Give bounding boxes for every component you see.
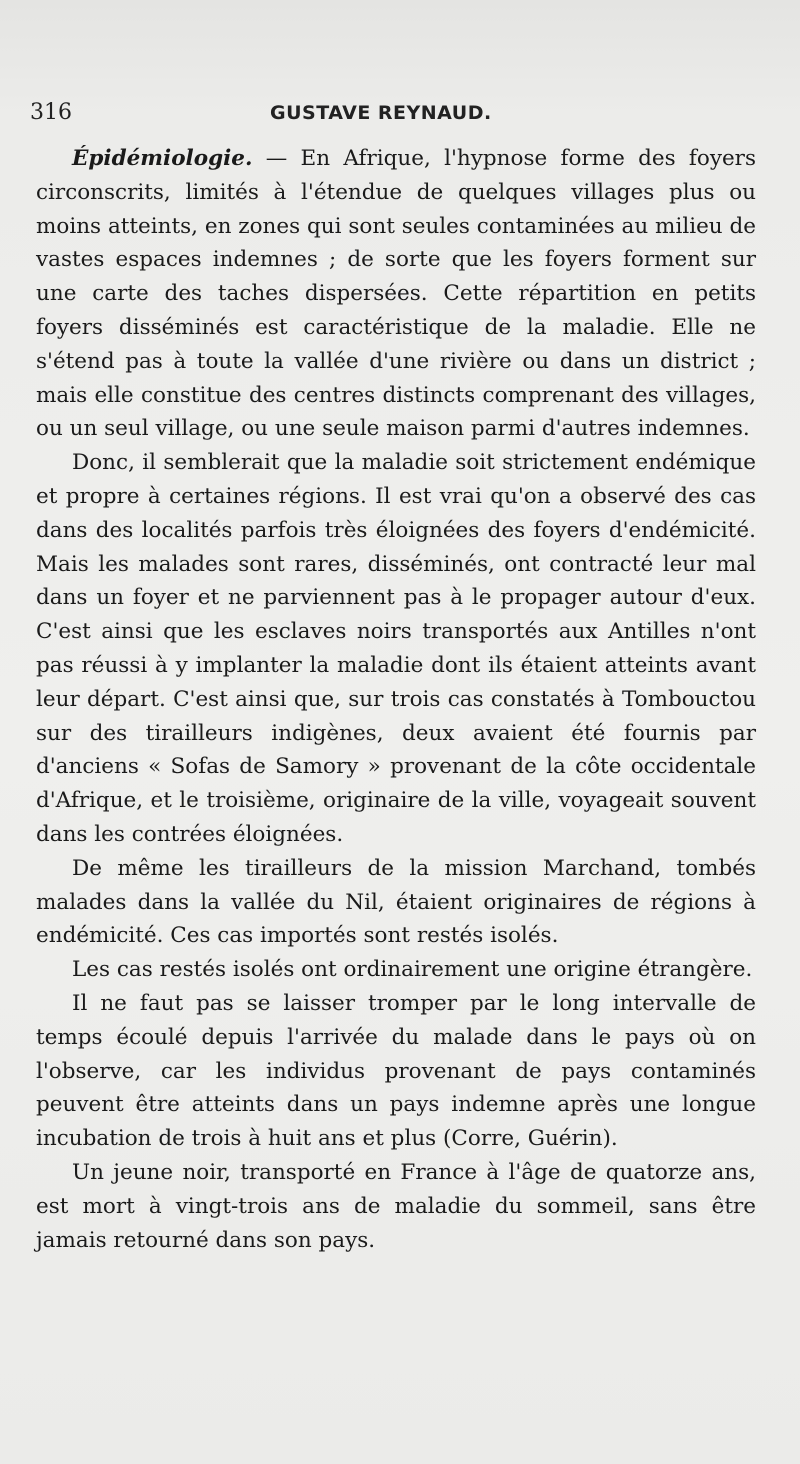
paragraph-epidemiologie (36, 142, 756, 446)
paragraph-text: De même les tirailleurs de la mission Marchand, tombés malades dans la vallée du Nil, étaient originaires de régions à endémicité. Ces cas importés sont restés isolés. (36, 855, 756, 949)
paragraph-text: Les cas restés isolés ont ordinairement une origine étrangère. (72, 957, 753, 983)
body-text (36, 142, 756, 1257)
paragraph-text: Un jeune noir, transporté en France à l'âge de quatorze ans, est mort à vingt-trois ans de maladie du sommeil, sans être jamais retourné dans son pays. (36, 1159, 756, 1253)
paragraph-incubation (36, 987, 756, 1156)
paragraph-cas-isoles (36, 953, 756, 987)
paragraph-text: Il ne faut pas se laisser tromper par le long intervalle de temps écoulé depuis l'arrivée du malade dans le pays où on l'observe, car les individus provenant de pays contaminés peuvent être atteints dans un pays indemne après une longue incubation de trois à huit ans et plus (Corre, Guérin). (36, 990, 756, 1152)
paragraph-text: Donc, il semblerait que la maladie soit strictement endémique et propre à certaines régions. Il est vrai qu'on a observé des cas dans des localités parfois très éloignées des foyers d'endémicité. Mais les malades sont rares, disséminés, ont contracté leur mal dans un foyer et ne parviennent pas à le propager autour d'eux. C'est ainsi que les esclaves noirs transportés aux Antilles n'ont pas réussi à y implanter la maladie dont ils étaient atteints avant leur départ. C'est ainsi que, sur trois cas constatés à Tombouctou sur des tirailleurs indigènes, deux avaient été fournis par d'anciens « Sofas de Samory » provenant de la côte occidentale d'Afrique, et le troisième, originaire de la ville, voyageait souvent dans les contrées éloignées. (36, 450, 756, 847)
running-head: GUSTAVE REYNAUD. (270, 102, 492, 124)
paragraph-mission-marchand (36, 852, 756, 953)
page-header (30, 100, 750, 132)
paragraph-endemique (36, 446, 756, 852)
section-rubric: Épidémiologie. (72, 146, 253, 171)
page-number: 316 (30, 100, 72, 125)
paragraph-text: — En Afrique, l'hypnose forme des foyers circonscrits, limités à l'étendue de quelques villages plus ou moins atteints, en zones qui sont seules contaminées au milieu de vastes espaces indemnes ; de sorte que les foyers forment sur une carte des taches dispersées. Cette répartition en petits foyers disséminés est caractéristique de la maladie. Elle ne s'étend pas à toute la vallée d'une rivière ou dans un district ; mais elle constitue des centres distincts comprenant des villages, ou un seul village, ou une seule maison parmi d'autres indemnes. (36, 146, 756, 442)
paragraph-jeune-noir (36, 1156, 756, 1257)
